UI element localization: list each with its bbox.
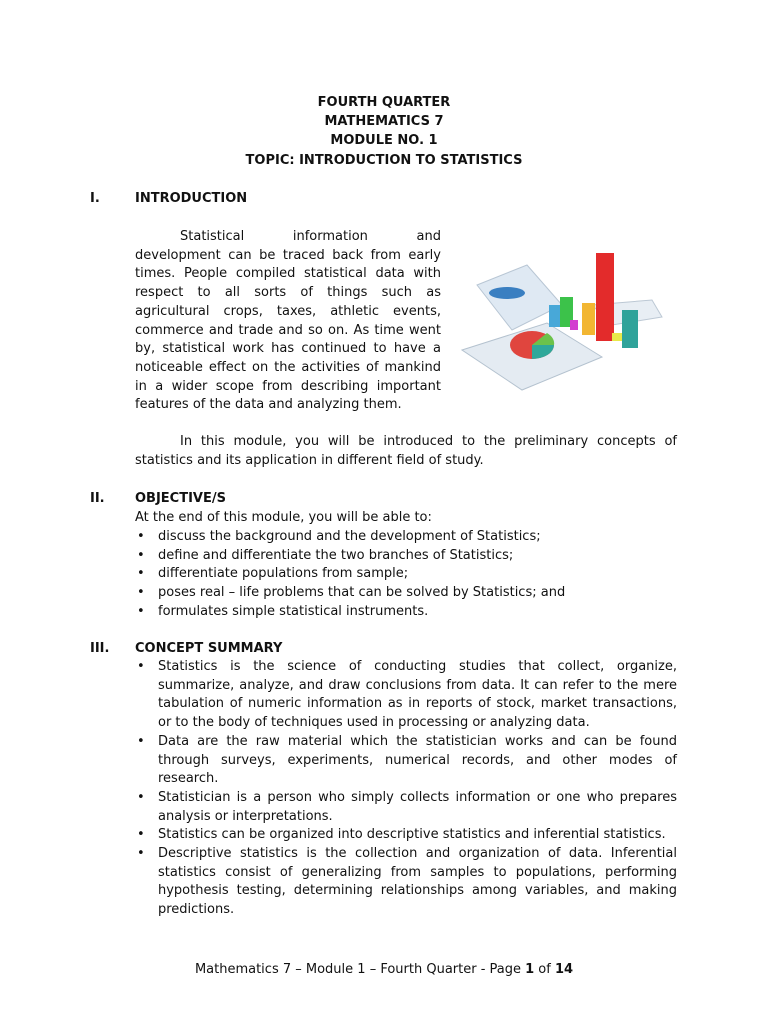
section-2-heading: OBJECTIVE/S — [135, 491, 226, 506]
list-item: • Statistics can be organized into descriptive statistics and inferential statistics. — [135, 826, 677, 845]
section-3-heading: CONCEPT SUMMARY — [135, 641, 283, 656]
bar-red — [596, 253, 614, 341]
list-item: • define and differentiate the two branches of Statistics; — [135, 547, 677, 566]
bar-orange — [582, 303, 595, 335]
paper-blue-mark — [489, 287, 525, 299]
list-item: • Descriptive statistics is the collection and organization of data. Inferential statistics consist of generalizing from samples to populations, performing hypothesis testing, determining relationships among variables, and making predictions. — [135, 845, 677, 920]
statistics-charts-illustration — [452, 245, 672, 395]
intro-paragraph-2: In this module, you will be introduced to the preliminary concepts of statistics and its application in different field of study. — [135, 434, 677, 468]
footer-text: Mathematics 7 – Module 1 – Fourth Quarter - Page — [194, 962, 526, 977]
list-item: • Data are the raw material which the statistician works and can be found through surveys, experiments, numerical records, and other modes of research. — [135, 733, 677, 789]
bar-blue — [549, 305, 561, 327]
doc-title-module: MODULE NO. 1 — [330, 133, 438, 148]
bar-teal — [622, 310, 638, 348]
section-2-number: II. — [90, 491, 105, 506]
section-3-number: III. — [90, 641, 110, 656]
doc-title-topic: TOPIC: INTRODUCTION TO STATISTICS — [245, 153, 523, 168]
list-item: • Statistician is a person who simply collects information or one who prepares analysis or interpretations. — [135, 789, 677, 826]
page-footer — [0, 961, 768, 980]
list-item: • discuss the background and the development of Statistics; — [135, 528, 677, 547]
objectives-list — [135, 528, 677, 622]
section-1-number: I. — [90, 191, 100, 206]
doc-title-subject: MATHEMATICS 7 — [324, 114, 444, 129]
intro-paragraph: Statistical information and development can be traced back from early times. People compiled statistical data with respect to all sorts of things such as agricultural crops, taxes, athletic events, commerce and trade and so on. As time went by, statistical work has continued to have a noticeable effect on the activities of mankind in a wider scope from describing important features of the data and analyzing them. — [135, 229, 441, 413]
list-item: • formulates simple statistical instruments. — [135, 603, 677, 622]
objectives-lead: At the end of this module, you will be able to: — [135, 510, 432, 525]
list-item: • Statistics is the science of conducting studies that collect, organize, summarize, analyze, and draw conclusions from data. It can refer to the mere tabulation of numeric information as in reports of stock, market transactions, or to the body of techniques used in processing or analyzing data. — [135, 658, 677, 733]
bar-magenta — [570, 320, 578, 330]
section-1-heading: INTRODUCTION — [135, 191, 248, 206]
list-item: • poses real – life problems that can be solved by Statistics; and — [135, 584, 677, 603]
concept-summary-list — [135, 658, 677, 920]
bar-yellow — [612, 333, 622, 341]
doc-title-quarter: FOURTH QUARTER — [317, 95, 451, 110]
footer-of: of — [534, 962, 555, 977]
list-item: • differentiate populations from sample; — [135, 565, 677, 584]
page-total: 14 — [554, 962, 574, 977]
page-number: 1 — [525, 962, 535, 977]
